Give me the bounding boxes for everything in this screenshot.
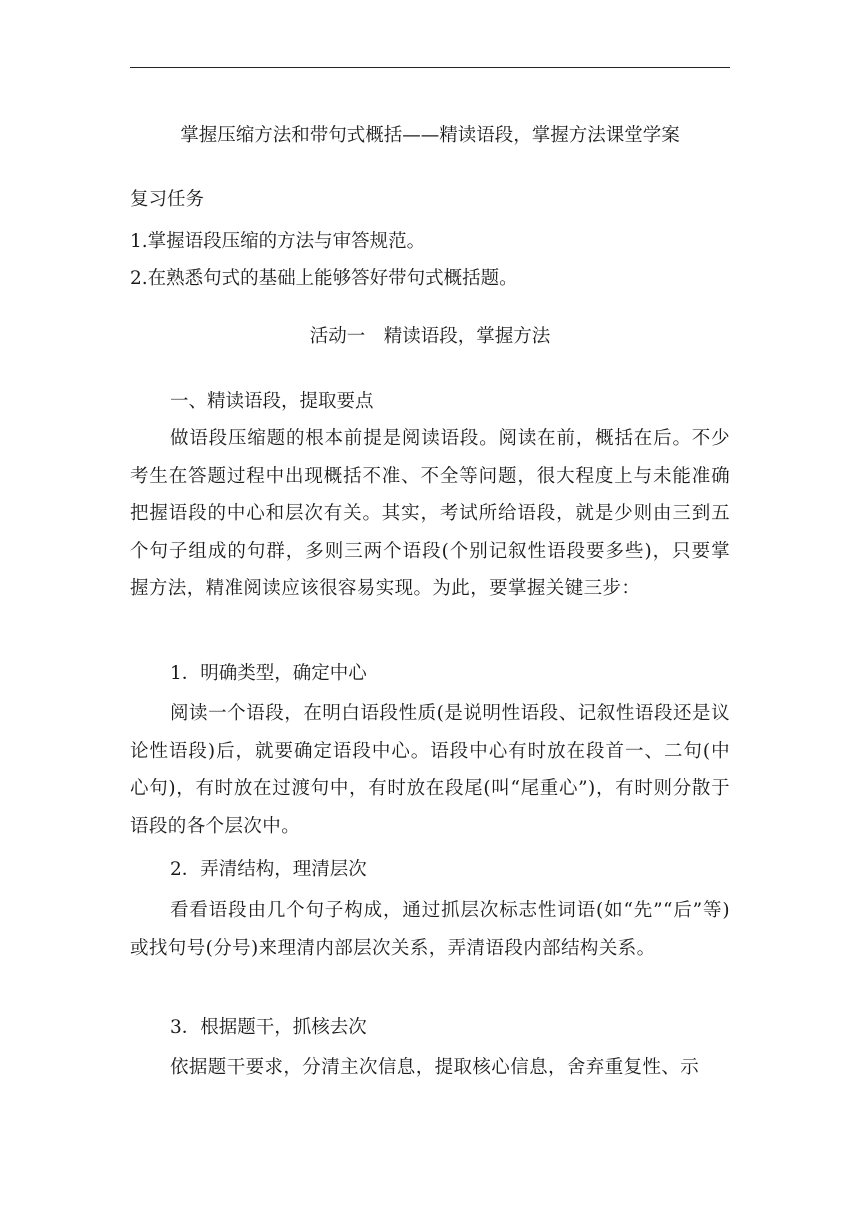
step-paragraph: 阅读一个语段，在明白语段性质(是说明性语段、记叙性语段还是议论性语段)后，就要确定语段中心。语段中心有时放在段首一、二句(中心句)，有时放在过渡句中，有时放在段尾(叫“尾重心”)，有时则分散于语段的各个层次中。 bbox=[130, 703, 730, 837]
step-paragraph: 看看语段由几个句子构成，通过抓层次标志性词语(如“先”“后”等)或找句号(分号)来理清内部层次关系，弄清语段内部结构关系。 bbox=[130, 900, 730, 959]
review-item: 1.掌握语段压缩的方法与审答规范。 bbox=[130, 231, 426, 252]
step-heading: 3．根据题干，抓核去次 bbox=[170, 1017, 367, 1038]
review-item: 2.在熟悉句式的基础上能够答好带句式概括题。 bbox=[130, 268, 518, 289]
document-title: 掌握压缩方法和带句式概括——精读语段，掌握方法课堂学案 bbox=[180, 125, 680, 146]
header-rule bbox=[130, 67, 730, 68]
review-heading: 复习任务 bbox=[130, 189, 205, 210]
intro-paragraph: 做语段压缩题的根本前提是阅读语段。阅读在前，概括在后。不少考生在答题过程中出现概括不准、不全等问题，很大程度上与未能准确把握语段的中心和层次有关。其实，考试所给语段，就是少则由三到五个句子组成的句群，多则三两个语段(个别记叙性语段要多些)，只要掌握方法，精准阅读应该很容易实现。为此，要掌握关键三步： bbox=[130, 428, 730, 599]
part-heading: 一、精读语段，提取要点 bbox=[170, 391, 374, 412]
step-heading: 2．弄清结构，理清层次 bbox=[170, 859, 367, 880]
step-heading: 1．明确类型，确定中心 bbox=[170, 663, 367, 684]
step-paragraph: 依据题干要求，分清主次信息，提取核心信息，舍弃重复性、示 bbox=[170, 1057, 700, 1078]
activity-title: 活动一 精读语段，掌握方法 bbox=[309, 326, 551, 347]
